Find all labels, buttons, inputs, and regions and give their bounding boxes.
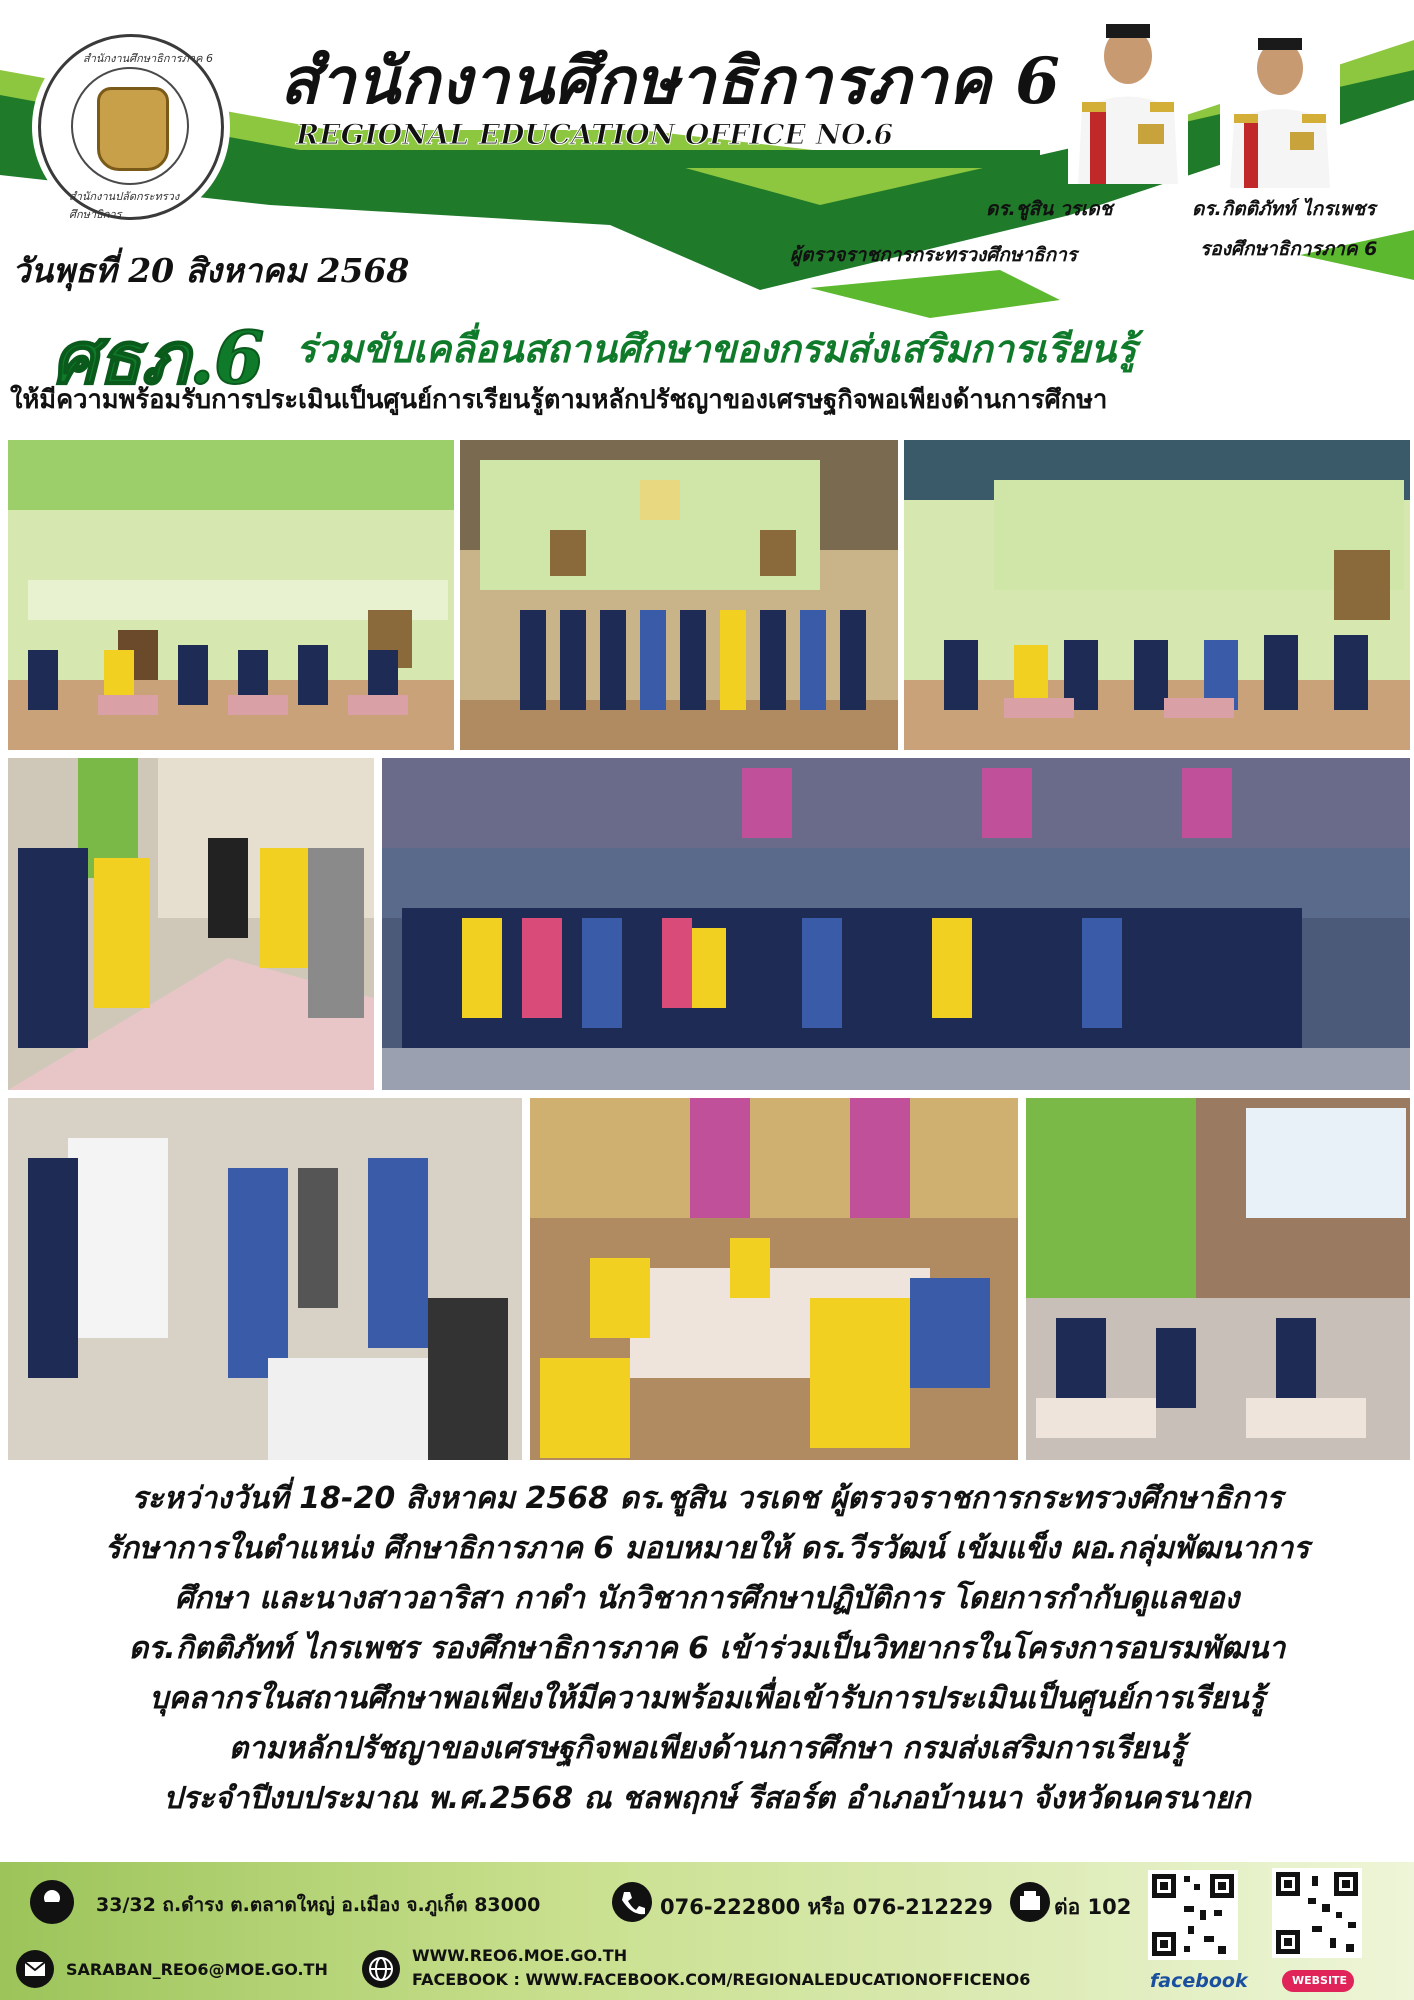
- location-pin-icon: [30, 1880, 74, 1924]
- portrait-inspector: [1068, 14, 1188, 184]
- photo-panel-stage-1-image: [8, 440, 454, 750]
- photo-panel-stage-2-image: [904, 440, 1410, 750]
- inspector-name: ดร.ชูสิน วรเดช: [986, 198, 1113, 220]
- fax-icon: [1010, 1882, 1050, 1922]
- footer-email[interactable]: SARABAN_REO6@MOE.GO.TH: [66, 1960, 328, 1979]
- portrait-inspector-image: [1068, 14, 1188, 184]
- photo-panel-registration: [6, 756, 376, 1092]
- inspector-title: ผู้ตรวจราชการกระทรวงศึกษาธิการ: [790, 244, 1077, 266]
- facebook-qr-label: facebook: [1150, 1970, 1248, 1992]
- photo-panel-stage-1: [6, 438, 456, 752]
- office-title-english: REGIONAL EDUCATION OFFICE NO.6: [296, 118, 894, 151]
- body-line-7: ประจำปีงบประมาณ พ.ศ.2568 ณ ชลพฤกษ์ รีสอร์ต อำเภอบ้านนา จังหวัดนครนายก: [163, 1781, 1251, 1816]
- footer-facebook[interactable]: FACEBOOK : WWW.FACEBOOK.COM/REGIONALEDUCATIONOFFICENO6: [412, 1970, 1031, 1989]
- body-line-6: ตามหลักปรัชญาของเศรษฐกิจพอเพียงด้านการศึกษา กรมส่งเสริมการเรียนรู้: [228, 1731, 1186, 1766]
- footer: [0, 1862, 1414, 2000]
- footer-fax-extension: ต่อ 102: [1054, 1895, 1132, 1919]
- seal-text-bottom: สำนักงานปลัดกระทรวงศึกษาธิการ: [69, 190, 180, 221]
- headline-sub: ให้มีความพร้อมรับการประเมินเป็นศูนย์การเรียนรู้ตามหลักปรัชญาของเศรษฐกิจพอเพียงด้านการศึกษา: [10, 385, 1108, 415]
- website-qr-badge: [1282, 1970, 1354, 1992]
- photo-panel-stage-2: [902, 438, 1412, 752]
- photo-panel-registration-image: [8, 758, 374, 1090]
- email-icon: [16, 1950, 54, 1988]
- office-title-thai: สำนักงานศึกษาธิการภาค 6: [280, 44, 1061, 119]
- body-line-2: รักษาการในตำแหน่ง ศึกษาธิการภาค 6 มอบหมายให้ ดร.วีรวัฒน์ เข้มแข็ง ผอ.กลุ่มพัฒนาการ: [104, 1531, 1310, 1566]
- photo-panel-group-stage-image: [460, 440, 898, 750]
- photo-panel-hall-seated-image: [1026, 1098, 1410, 1460]
- headline-main: ร่วมขับเคลื่อนสถานศึกษาของกรมส่งเสริมการเรียนรู้: [296, 327, 1137, 371]
- website-qr-code[interactable]: [1272, 1868, 1362, 1958]
- deputy-name: ดร.กิตติภัทท์ ไกรเพชร: [1192, 198, 1376, 220]
- footer-phone: 076-222800 หรือ 076-212229: [660, 1895, 993, 1919]
- photo-panel-whiteboard-image: [8, 1098, 522, 1460]
- photo-panel-table-discussion: [528, 1096, 1020, 1462]
- photo-panel-hall-seated: [1024, 1096, 1412, 1462]
- body-line-5: บุคลากรในสถานศึกษาพอเพียงให้มีความพร้อมเพื่อเข้ารับการประเมินเป็นศูนย์การเรียนรู้: [149, 1681, 1265, 1716]
- photo-panel-group-hall-image: [382, 758, 1410, 1090]
- headline-abbreviation: ศธภ.6: [52, 315, 265, 400]
- website-qr-label: WEBSITE: [1292, 1974, 1348, 1987]
- body-line-3: ศึกษา และนางสาวอาริสา กาดำ นักวิชาการศึกษาปฏิบัติการ โดยการกำกับดูแลของ: [174, 1581, 1240, 1616]
- footer-address: 33/32 ถ.ดำรง ต.ตลาดใหญ่ อ.เมือง จ.ภูเก็ต 83000: [96, 1894, 541, 1916]
- publication-date: วันพุธที่ 20 สิงหาคม 2568: [12, 251, 410, 290]
- photo-panel-table-discussion-image: [530, 1098, 1018, 1460]
- portrait-deputy: [1220, 28, 1340, 198]
- body-line-4: ดร.กิตติภัทท์ ไกรเพชร รองศึกษาธิการภาค 6 เข้าร่วมเป็นวิทยากรในโครงการอบรมพัฒนา: [128, 1631, 1286, 1666]
- globe-icon: [362, 1950, 400, 1988]
- seal-emblem-icon: [97, 87, 169, 171]
- phone-icon: [612, 1882, 652, 1922]
- seal-text-top: สำนักงานศึกษาธิการภาค 6: [83, 52, 213, 65]
- photo-panel-group-stage: [458, 438, 900, 752]
- portrait-deputy-image: [1220, 28, 1340, 188]
- footer-website[interactable]: WWW.REO6.MOE.GO.TH: [412, 1946, 628, 1965]
- deputy-title: รองศึกษาธิการภาค 6: [1200, 238, 1378, 260]
- office-seal-logo: [38, 34, 224, 220]
- body-line-1: ระหว่างวันที่ 18-20 สิงหาคม 2568 ดร.ชูสิน วรเดช ผู้ตรวจราชการกระทรวงศึกษาธิการ: [131, 1481, 1283, 1516]
- photo-panel-whiteboard: [6, 1096, 524, 1462]
- photo-panel-group-hall: [380, 756, 1412, 1092]
- facebook-qr-code[interactable]: [1148, 1870, 1238, 1960]
